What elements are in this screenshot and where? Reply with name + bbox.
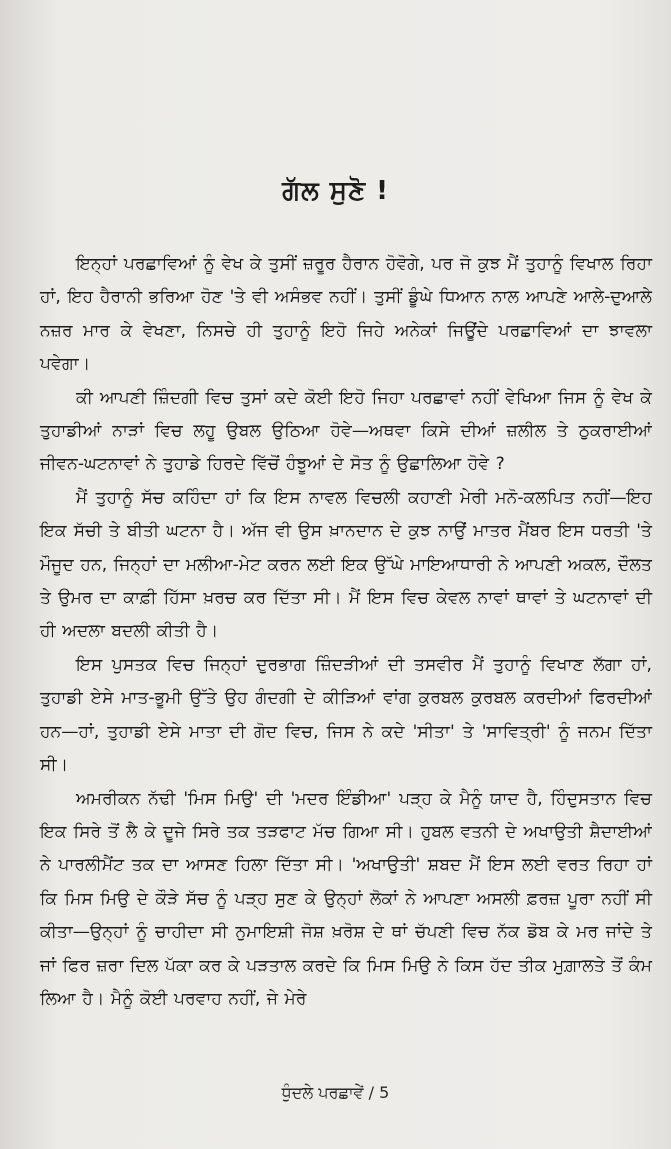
page-footer: ਧੁੰਦਲੇ ਪਰਛਾਵੇਂ / 5	[281, 1083, 390, 1102]
paragraph-4: ਇਸ ਪੁਸਤਕ ਵਿਚ ਜਿਨ੍ਹਾਂ ਦੁਰਭਾਗ ਜ਼ਿੰਦੜੀਆਂ ਦੀ ਤਸਵੀਰ ਮੈਂ ਤੁਹਾਨੂੰ ਵਿਖਾਣ ਲੱਗਾ ਹਾਂ, ਤੁਹਾਡੀ ਏਸੇ ਮਾਤ-ਭੂਮੀ ਉੱਤੇ ਉਹ ਗੰਦਗੀ ਦੇ ਕੀੜਿਆਂ ਵਾਂਗ ਕੁਰਬਲ ਕੁਰਬਲ ਕਰਦੀਆਂ ਫਿਰਦੀਆਂ ਹਨ—ਹਾਂ, ਤੁਹਾਡੀ ਏਸੇ ਮਾਤਾ ਦੀ ਗੋਦ ਵਿਚ, ਜਿਸ ਨੇ ਕਦੇ 'ਸੀਤਾ' ਤੇ 'ਸਾਵਿਤ੍ਰੀ' ਨੂੰ ਜਨਮ ਦਿੱਤਾ ਸੀ।	[40, 654, 652, 776]
paragraph-2: ਕੀ ਆਪਣੀ ਜ਼ਿੰਦਗੀ ਵਿਚ ਤੁਸਾਂ ਕਦੇ ਕੋਈ ਇਹੋ ਜਿਹਾ ਪਰਛਾਵਾਂ ਨਹੀਂ ਵੇਖਿਆ ਜਿਸ ਨੂੰ ਵੇਖ ਕੇ ਤੁਹਾਡੀਆਂ ਨਾੜਾਂ ਵਿਚ ਲਹੂ ਉਬਲ ਉਠਿਆ ਹੋਵੇ—ਅਥਵਾ ਕਿਸੇ ਦੀਆਂ ਜ਼ਲੀਲ ਤੇ ਠੁਕਰਾਈਆਂ ਜੀਵਨ-ਘਟਨਾਵਾਂ ਨੇ ਤੁਹਾਡੇ ਹਿਰਦੇ ਵਿੱਚੋਂ ਹੰਝੂਆਂ ਦੇ ਸੋਤ ਨੂੰ ਉਛਾਲਿਆ ਹੋਵੇ ?	[40, 387, 652, 475]
paragraph-1: ਇਨ੍ਹਾਂ ਪਰਛਾਵਿਆਂ ਨੂੰ ਵੇਖ ਕੇ ਤੁਸੀਂ ਜ਼ਰੂਰ ਹੈਰਾਨ ਹੋਵੋਗੇ, ਪਰ ਜੋ ਕੁਝ ਮੈਂ ਤੁਹਾਨੂੰ ਵਿਖਾਲ ਰਿਹਾ ਹਾਂ, ਇਹ ਹੈਰਾਨੀ ਭਰਿਆ ਹੋਣ 'ਤੇ ਵੀ ਅਸੰਭਵ ਨਹੀਂ। ਤੁਸੀਂ ਡੂੰਘੇ ਧਿਆਨ ਨਾਲ ਆਪਣੇ ਆਲੇ-ਦੁਆਲੇ ਨਜ਼ਰ ਮਾਰ ਕੇ ਵੇਖਣਾ, ਨਿਸਚੇ ਹੀ ਤੁਹਾਨੂੰ ਇਹੋ ਜਿਹੇ ਅਨੇਕਾਂ ਜਿਊਂਦੇ ਪਰਛਾਵਿਆਂ ਦਾ ਝਾਵਲਾ ਪਵੇਗਾ।	[40, 254, 652, 375]
paragraph-3: ਮੈਂ ਤੁਹਾਨੂੰ ਸੱਚ ਕਹਿੰਦਾ ਹਾਂ ਕਿ ਇਸ ਨਾਵਲ ਵਿਚਲੀ ਕਹਾਣੀ ਮੇਰੀ ਮਨੋ-ਕਲਪਿਤ ਨਹੀਂ—ਇਹ ਇਕ ਸੱਚੀ ਤੇ ਬੀਤੀ ਘਟਨਾ ਹੈ। ਅੱਜ ਵੀ ਉਸ ਖ਼ਾਨਦਾਨ ਦੇ ਕੁਝ ਨਾਉਂ ਮਾਤਰ ਮੈਂਬਰ ਇਸ ਧਰਤੀ 'ਤੇ ਮੌਜੂਦ ਹਨ, ਜਿਨ੍ਹਾਂ ਦਾ ਮਲੀਆ-ਮੇਟ ਕਰਨ ਲਈ ਇਕ ਉੱਘੇ ਮਾਇਆਧਾਰੀ ਨੇ ਆਪਣੀ ਅਕਲ, ਦੌਲਤ ਤੇ ਉਮਰ ਦਾ ਕਾਫ਼ੀ ਹਿੱਸਾ ਖ਼ਰਚ ਕਰ ਦਿੱਤਾ ਸੀ। ਮੈਂ ਇਸ ਵਿਚ ਕੇਵਲ ਨਾਵਾਂ ਥਾਵਾਂ ਤੇ ਘਟਨਾਵਾਂ ਦੀ ਹੀ ਅਦਲਾ ਬਦਲੀ ਕੀਤੀ ਹੈ।	[40, 487, 652, 642]
page-title: ਗੱਲ ਸੁਣੋ !	[282, 176, 389, 206]
paragraph-5: ਅਮਰੀਕਨ ਨੱਢੀ 'ਮਿਸ ਮਿਉ' ਦੀ 'ਮਦਰ ਇੰਡੀਆ' ਪੜ੍ਹ ਕੇ ਮੈਨੂੰ ਯਾਦ ਹੈ, ਹਿੰਦੁਸਤਾਨ ਵਿਚ ਇਕ ਸਿਰੇ ਤੋਂ ਲੈ ਕੇ ਦੂਜੇ ਸਿਰੇ ਤਕ ਤੜਫਾਟ ਮੱਚ ਗਿਆ ਸੀ। ਹੁਬਲ ਵਤਨੀ ਦੇ ਅਖਾਉਤੀ ਸ਼ੈਦਾਈਆਂ ਨੇ ਪਾਰਲੀਮੈਂਟ ਤਕ ਦਾ ਆਸਣ ਹਿਲਾ ਦਿੱਤਾ ਸੀ। 'ਅਖਾਉਤੀ' ਸ਼ਬਦ ਮੈਂ ਇਸ ਲਈ ਵਰਤ ਰਿਹਾ ਹਾਂ ਕਿ ਮਿਸ ਮਿਉ ਦੇ ਕੌੜੇ ਸੱਚ ਨੂੰ ਪੜ੍ਹ ਸੁਣ ਕੇ ਉਨ੍ਹਾਂ ਲੋਕਾਂ ਨੇ ਆਪਣਾ ਅਸਲੀ ਫ਼ਰਜ਼ ਪੂਰਾ ਨਹੀਂ ਸੀ ਕੀਤਾ—ਉਨ੍ਹਾਂ ਨੂੰ ਚਾਹੀਦਾ ਸੀ ਨੁਮਾਇਸ਼ੀ ਜੋਸ਼ ਖ਼ਰੋਸ਼ ਦੇ ਥਾਂ ਚੱਪਣੀ ਵਿਚ ਨੱਕ ਡੋਬ ਕੇ ਮਰ ਜਾਂਦੇ ਤੇ ਜਾਂ ਫਿਰ ਜ਼ਰਾ ਦਿਲ ਪੱਕਾ ਕਰ ਕੇ ਪੜਤਾਲ ਕਰਦੇ ਕਿ ਮਿਸ ਮਿਉ ਨੇ ਕਿਸ ਹੱਦ ਤੀਕ ਮੁਗ਼ਾਲਤੇ ਤੋਂ ਕੰਮ ਲਿਆ ਹੈ। ਮੈਨੂੰ ਕੋਈ ਪਰਵਾਹ ਨਹੀਂ, ਜੇ ਮੇਰੇ	[40, 788, 652, 1009]
body-text	[40, 248, 652, 1016]
